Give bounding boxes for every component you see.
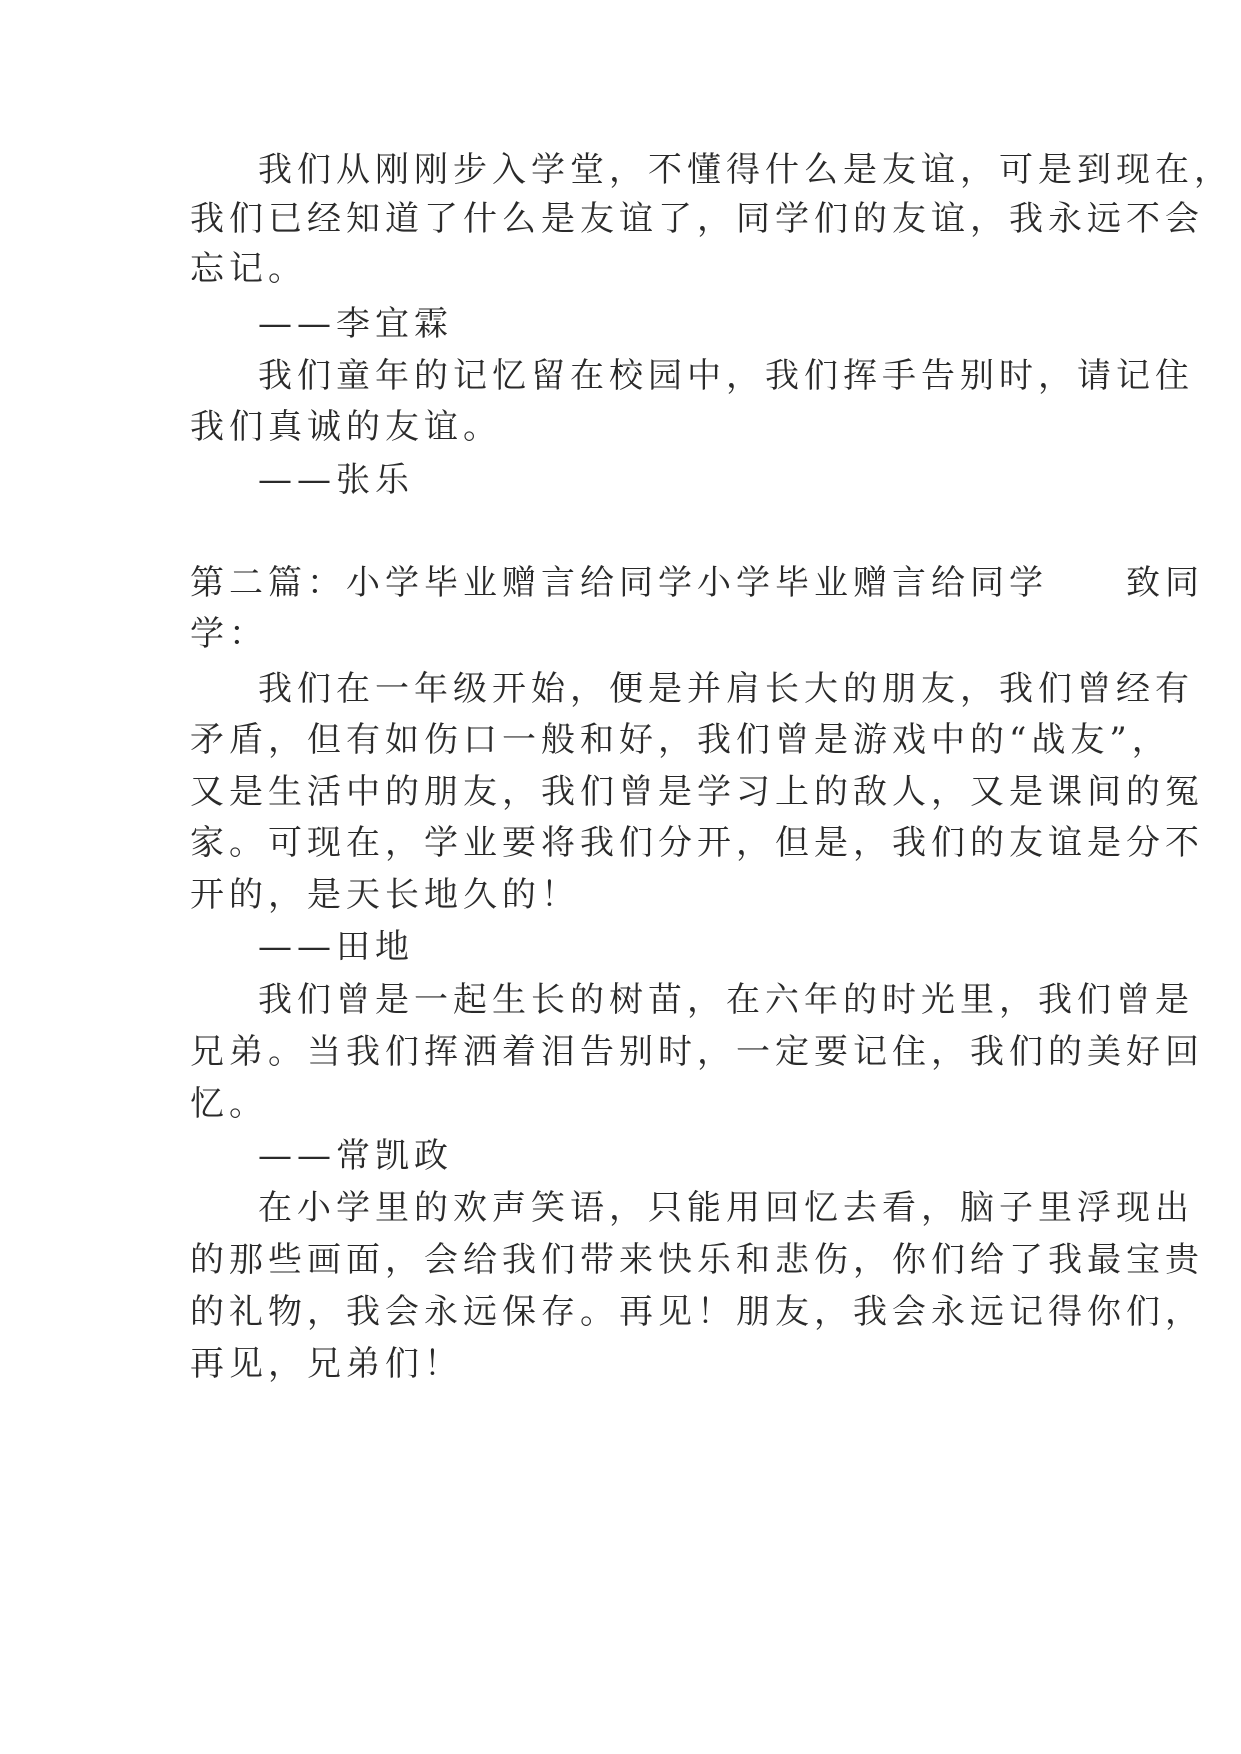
paragraph-5-line-3: 的礼物，我会永远保存。再见！朋友，我会永远记得你们，: [190, 1292, 1204, 1332]
signature-tian-di: ——田地: [258, 927, 414, 967]
paragraph-3-line-5: 开的，是天长地久的！: [190, 875, 580, 915]
paragraph-4-line-3: 忆。: [190, 1084, 268, 1124]
paragraph-3-line-3: 又是生活中的朋友，我们曾是学习上的敌人，又是课间的冤: [190, 772, 1204, 812]
paragraph-1-line-2: 我们已经知道了什么是友谊了，同学们的友谊，我永远不会: [190, 199, 1204, 239]
signature-li-yilin: ——李宜霖: [258, 304, 453, 344]
paragraph-5-line-4: 再见，兄弟们！: [190, 1344, 463, 1384]
paragraph-4-line-2: 兄弟。当我们挥洒着泪告别时，一定要记住，我们的美好回: [190, 1032, 1204, 1072]
paragraph-1-line-3: 忘记。: [190, 249, 307, 289]
paragraph-4-line-1: 我们曾是一起生长的树苗，在六年的时光里，我们曾是: [258, 980, 1194, 1020]
paragraph-3-line-4: 家。可现在，学业要将我们分开，但是，我们的友谊是分不: [190, 823, 1204, 863]
paragraph-5-line-1: 在小学里的欢声笑语，只能用回忆去看，脑子里浮现出: [258, 1188, 1194, 1228]
paragraph-3-line-2: 矛盾，但有如伤口一般和好，我们曾是游戏中的“战友”，: [190, 720, 1171, 760]
section-heading-line-2: 学：: [190, 614, 268, 654]
signature-zhang-le: ——张乐: [258, 460, 414, 500]
paragraph-3-line-1: 我们在一年级开始，便是并肩长大的朋友，我们曾经有: [258, 669, 1194, 709]
paragraph-2-line-2: 我们真诚的友谊。: [190, 407, 502, 447]
paragraph-1-line-1: 我们从刚刚步入学堂，不懂得什么是友谊，可是到现在，: [258, 150, 1233, 190]
paragraph-2-line-1: 我们童年的记忆留在校园中，我们挥手告别时，请记住: [258, 356, 1194, 396]
paragraph-5-line-2: 的那些画面，会给我们带来快乐和悲伤，你们给了我最宝贵: [190, 1240, 1204, 1280]
signature-chang-kaizheng: ——常凯政: [258, 1136, 453, 1176]
section-heading-line-1: 第二篇：小学毕业赠言给同学小学毕业赠言给同学 致同: [190, 563, 1204, 603]
